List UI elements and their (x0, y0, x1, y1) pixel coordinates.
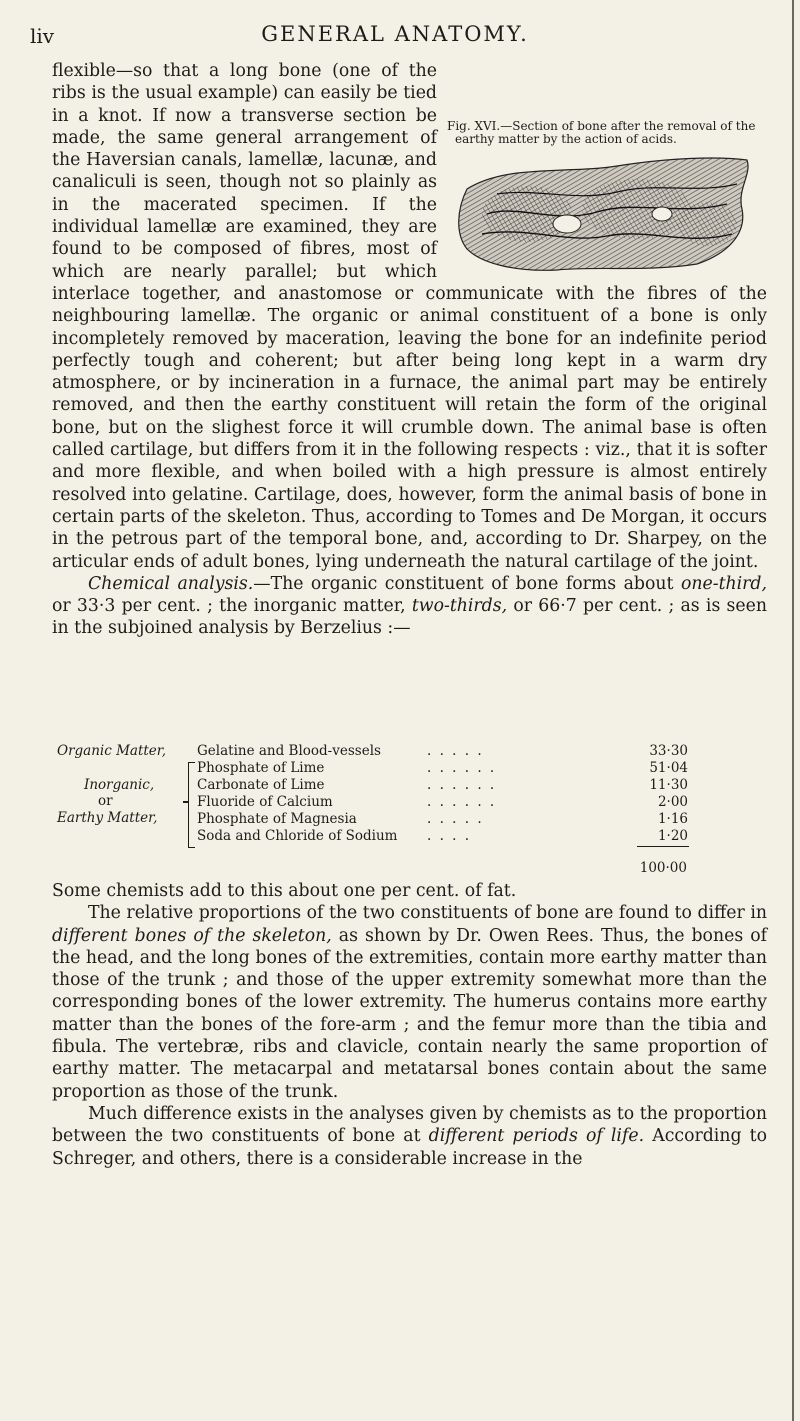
running-title: GENERAL ANATOMY. (261, 22, 529, 46)
page-number: liv (30, 24, 55, 48)
berzelius-analysis-table: Organic Matter, Inorganic, or Earthy Matter, Gelatine and Blood-vessels . . . . . 33·30 Phosphate of Lime . . . . . . 51·04 Carbonate of Lime . . . . . . 11·30 Fluoride of Calcium . . . . . . 2·00 Phosphate of Magnesia . . . . . 1·16 Soda and Chloride of Sodium . . . . 1·20 100·00 (57, 743, 688, 876)
or-label: or (98, 793, 113, 809)
total-rule (637, 846, 689, 847)
figure-caption: Fig. XVI.—Section of bone after the removal of the earthy matter by the action of acids. (447, 119, 756, 146)
earthy-matter-label: Earthy Matter, (57, 810, 158, 826)
paragraph-3: Some chemists add to this about one per cent. of fat. (52, 881, 517, 901)
bone-section-illustration (447, 154, 762, 274)
paragraph-2-heading: Chemical analysis. (88, 573, 254, 594)
figure-xvi (447, 120, 767, 274)
page-header (30, 8, 760, 54)
inorganic-label: Inorganic, (84, 777, 155, 793)
paragraph-5: Much difference exists in the analyses given by chemists as to the proportion between the two constituents of bone at different periods of life. According to Schreger, and others, there is a considerable increase in the (52, 1103, 767, 1169)
paragraph-1: flexible—so that a long bone (one of the ribs is the usual example) can easily be tied in a knot. If now a transverse section be made, the same general arrangement of the Haversian canals, lamellæ, lacunæ, and canaliculi is seen, though not so plainly as in the macerated specimen. If the individual lamellæ are examined, they are found to be composed of fibres, most of which are nearly parallel; but which interlace together, and anastomose or communicate with the fibres of the neighbouring lamellæ. The organic or animal constituent of a bone is only incompletely removed by maceration, leaving the bone for an indefinite period perfectly tough and coherent; but after being long kept in a warm dry atmosphere, or by incineration in a furnace, the animal part may be entirely removed, and then the earthy constituent will retain the form of the original bone, but on the slighest force it will crumble down. The animal base is often called cartilage, but differs from it in the following respects : viz., that it is softer and more flexible, and when boiled with a high pressure is almost entirely resolved into gelatine. Cartilage, does, however, form the animal basis of bone in certain parts of the skeleton. Thus, according to Tomes and De Morgan, it occurs in the petrous part of the temporal bone, and, according to Dr. Sharpey, on the articular ends of adult bones, lying underneath the natural cartilage of the joint. (52, 61, 767, 572)
page-edge (792, 0, 794, 1421)
body-text-top (52, 60, 767, 640)
organic-matter-label: Organic Matter, (57, 743, 167, 759)
paragraph-2: Chemical analysis.—The organic constituent of bone forms about one-third, or 33·3 per cent. ; the inorganic matter, two-thirds, or 66·7 per cent. ; as is seen in the subjoined analysis by Berzelius :— (52, 573, 767, 639)
body-text-bottom (52, 880, 767, 1170)
brace (188, 762, 195, 848)
analysis-total: 100·00 (639, 860, 687, 876)
brace-tip (183, 801, 189, 803)
paragraph-4: The relative proportions of the two constituents of bone are found to differ in different bones of the skeleton, as shown by Dr. Owen Rees. Thus, the bones of the head, and the long bones of the extremities, contain more earthy matter than those of the trunk ; and those of the upper extremity somewhat more than the corresponding bones of the lower extremity. The humerus contains more earthy matter than the bones of the fore-arm ; and the femur more than the tibia and fibula. The vertebræ, ribs and clavicle, contain nearly the same proportion of earthy matter. The metacarpal and metatarsal bones contain about the same proportion as those of the trunk. (52, 903, 767, 1102)
